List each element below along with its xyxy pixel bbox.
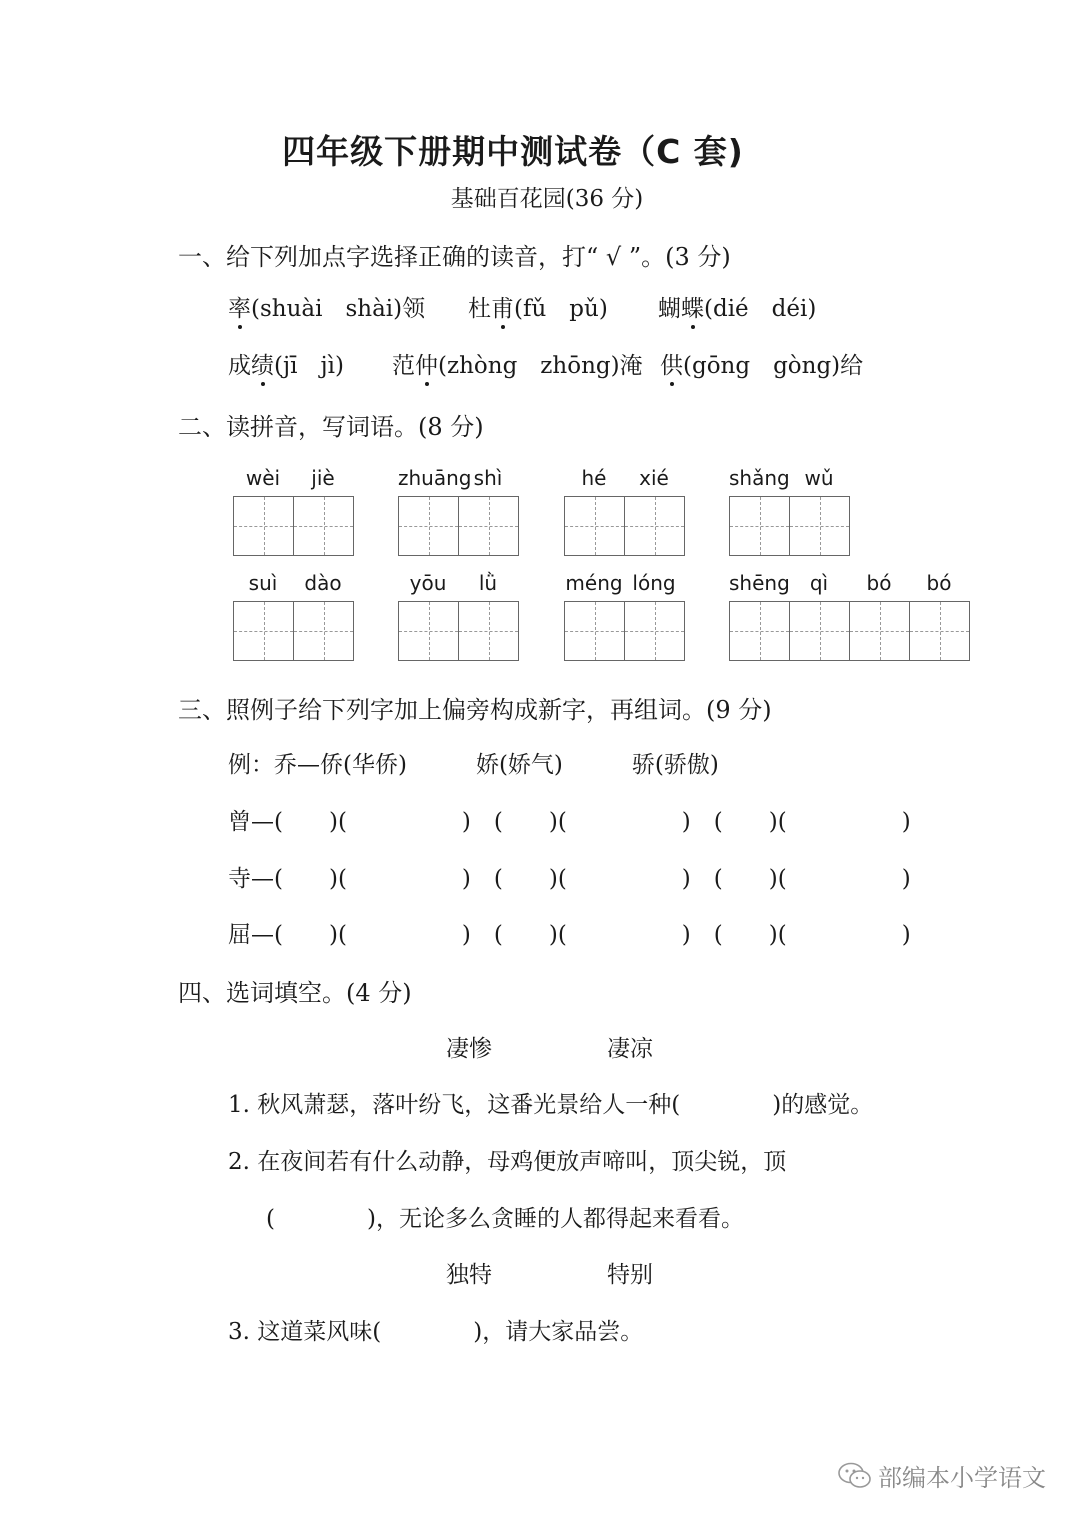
pinyin-label: shǎng (729, 466, 790, 490)
pinyin-label: shēng (729, 571, 790, 595)
pinyin-label: xié (639, 466, 669, 490)
pinyin-label: lóng (632, 571, 676, 595)
pinyin-label: suì (248, 571, 278, 595)
page-title: 四年级下册期中测试卷（C 套) (282, 132, 744, 171)
q3-heading: 三、照例子给下列字加上偏旁构成新字，再组词。(9 分) (178, 696, 772, 724)
pinyin-label: wèi (245, 466, 281, 490)
pinyin-label: hé (581, 466, 607, 490)
writing-grid[interactable] (233, 601, 354, 661)
q4-heading: 四、选词填空。(4 分) (178, 979, 412, 1007)
q4-sentence-2[interactable]: 2. 在夜间若有什么动静，母鸡便放声啼叫，顶尖锐，顶 (228, 1149, 787, 1175)
q1-heading: 一、给下列加点字选择正确的读音，打“ √ ”。(3 分) (178, 243, 731, 271)
q4-sentence-2-cont[interactable]: ( )，无论多么贪睡的人都得起来看看。 (266, 1206, 744, 1232)
writing-grid[interactable] (398, 601, 519, 661)
pinyin-label: zhuāng (398, 466, 472, 490)
pinyin-label: bó (926, 571, 952, 595)
q3-example: 例：乔—侨(华侨) 娇(娇气) 骄(骄傲) (228, 752, 719, 778)
q1-item: 率(shuài shài)领 (228, 296, 426, 322)
pinyin-label: dào (304, 571, 342, 595)
watermark-text: 部编本小学语文 (878, 1464, 1046, 1492)
q4-sentence-1[interactable]: 1. 秋风萧瑟，落叶纷飞，这番光景给人一种( )的感觉。 (228, 1092, 874, 1118)
pinyin-label: qì (809, 571, 829, 595)
pinyin-label: bó (866, 571, 892, 595)
writing-grid[interactable] (729, 496, 850, 556)
pinyin-label: jiè (311, 466, 335, 490)
q3-row[interactable]: 曾—( )( ) ( )( ) ( )( ) (228, 809, 911, 835)
pinyin-label: shì (473, 466, 503, 490)
q1-item: 范仲(zhòng zhōng)淹 (392, 353, 643, 379)
q3-row[interactable]: 寺—( )( ) ( )( ) ( )( ) (228, 866, 911, 892)
writing-grid[interactable] (398, 496, 519, 556)
writing-grid[interactable] (233, 496, 354, 556)
pinyin-label: wǔ (804, 466, 834, 490)
watermark (838, 1458, 1046, 1496)
pinyin-label: lǜ (478, 571, 498, 595)
q2-heading: 二、读拼音，写词语。(8 分) (178, 413, 484, 441)
pinyin-label: méng (565, 571, 623, 595)
writing-grid[interactable] (564, 601, 685, 661)
q4-word-choices: 独特 特别 (446, 1262, 653, 1288)
writing-grid[interactable] (564, 496, 685, 556)
q1-item: 成绩(jī jì) (228, 353, 344, 379)
q1-item: 杜甫(fǔ pǔ) (468, 296, 608, 322)
writing-grid[interactable] (729, 601, 970, 661)
q4-word-choices: 凄惨 凄凉 (446, 1036, 653, 1062)
wechat-icon (838, 1462, 872, 1496)
page-subtitle: 基础百花园(36 分) (450, 186, 644, 212)
q1-item: 供(gōng gòng)给 (660, 353, 864, 379)
q3-row[interactable]: 屈—( )( ) ( )( ) ( )( ) (228, 922, 911, 948)
pinyin-label: yōu (409, 571, 447, 595)
q4-sentence-3[interactable]: 3. 这道菜风味( )，请大家品尝。 (228, 1319, 644, 1345)
q1-item: 蝴蝶(dié déi) (658, 296, 817, 322)
